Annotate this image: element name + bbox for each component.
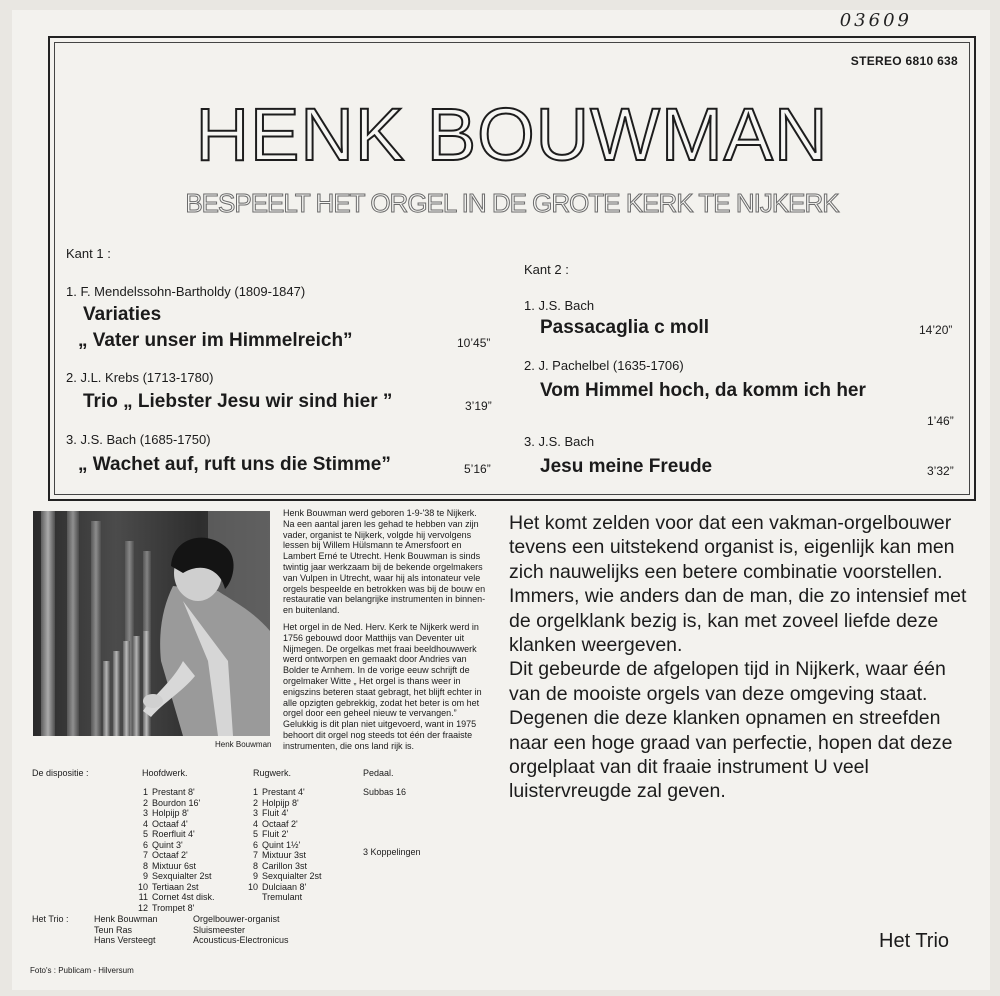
stop-row: 4 Octaaf 2' <box>252 818 298 829</box>
stop-row: 2 Holpijp 8' <box>252 797 299 808</box>
trio-member-role: Sluismeester <box>193 924 246 935</box>
stop-row: 2 Bourdon 16' <box>142 797 201 808</box>
trio-member-role: Orgelbouwer-organist <box>193 914 280 924</box>
side1-track3-composer: 3. J.S. Bach (1685-1750) <box>66 432 211 447</box>
photo-caption: Henk Bouwman <box>215 740 272 749</box>
liner-signature: Het Trio <box>879 930 950 952</box>
side1-track2-composer: 2. J.L. Krebs (1713-1780) <box>66 370 214 385</box>
organist-photo-illustration <box>33 511 270 736</box>
photo-credits: Foto's : Publicam - Hilversum <box>30 966 134 975</box>
rugwerk-stop-list <box>248 787 322 903</box>
tracklist-frame <box>48 36 976 501</box>
stop-row: 1 Prestant 4' <box>252 787 305 797</box>
stop-row: 10 Tertiaan 2st <box>138 881 199 892</box>
stop-row: 8 Mixtuur 6st <box>142 860 197 871</box>
side2-track1-title: Passacaglia c moll <box>540 317 709 338</box>
trio-member-name: Hans Versteegt <box>94 935 156 945</box>
side2-track3-title: Jesu meine Freude <box>540 456 713 477</box>
stop-row: 6 Quint 3' <box>142 839 183 850</box>
side2-track3-composer: 3. J.S. Bach <box>524 434 595 449</box>
side2-label: Kant 2 : <box>524 262 569 277</box>
stereo-catalog-label: STEREO 6810 638 <box>850 54 958 68</box>
side1-track3-duration: 5’16” <box>464 462 491 476</box>
liner-paragraph-1: Het komt zelden voor dat een vakman-orgelbouwer tevens een uitstekend organist is, eigenlijk kan men zich nauwelijks een betere combinatie voorstellen. Immers, wie anders dan de man, die zo intensief met de orgelklank bezig is, kan met zoveel liefde deze klanken weergeven. <box>509 512 967 657</box>
side1-track2-duration: 3’19” <box>465 399 492 413</box>
side1-track3-title: „ Wachet auf, ruft uns die Stimme” <box>78 454 391 475</box>
stop-row: 4 Octaaf 4' <box>142 818 188 829</box>
stop-row: 3 Fluit 4' <box>252 808 289 818</box>
side2-track1-composer: 1. J.S. Bach <box>524 298 595 313</box>
album-subtitle: BESPEELT HET ORGEL IN DE GROTE KERK TE NIJKERK <box>185 188 839 218</box>
trio-label: Het Trio : <box>32 914 69 924</box>
stop-row: 6 Quint 1½' <box>252 839 301 850</box>
disposition-label: De dispositie : <box>32 768 89 778</box>
stop-row: 8 Carillon 3st <box>252 860 308 871</box>
stop-row: 1 Prestant 8' <box>142 787 195 797</box>
stop-row: 3 Holpijp 8' <box>142 808 189 818</box>
stop-row: 11 Cornet 4st disk. <box>138 892 215 902</box>
stop-row: 7 Mixtuur 3st <box>252 850 307 860</box>
liner-notes <box>509 511 979 804</box>
side1-track1-title-line1: Variaties <box>83 304 162 325</box>
side1-track1-composer: 1. F. Mendelssohn-Bartholdy (1809-1847) <box>66 284 306 299</box>
side1-label: Kant 1 : <box>66 246 111 261</box>
stop-row: 7 Octaaf 2' <box>142 850 188 860</box>
organist-photo <box>33 511 270 736</box>
biography <box>283 508 490 758</box>
hoofdwerk-stop-list <box>138 787 215 913</box>
liner-paragraph-3: Degenen die deze klanken opnamen en streefden naar een hoge graad van perfectie, hopen dat deze orgelplaat van dit fraaie instrument U veel luistervreugde zal geven. <box>509 707 953 803</box>
trio-member-name: Henk Bouwman <box>94 914 158 924</box>
side2-track3-duration: 3’32” <box>927 464 954 478</box>
trio-member-name: Teun Ras <box>94 924 133 935</box>
koppelingen: 3 Koppelingen <box>363 847 421 857</box>
stop-row: 5 Roerfluit 4' <box>142 829 195 839</box>
bio-paragraph-2: Het orgel in de Ned. Herv. Kerk te Nijkerk werd in 1756 gebouwd door Matthijs van Deventer uit Nijmegen. De orgelkas met fraai beeldhouwwerk werd ontworpen en gemaakt door Andries van Bolder te Arnhem. In de vorige eeuw schrijft de orgelmaker Witte „ Het orgel is thans weer in enigszins beteren staat gebragt, het blijft echter in alle opzigten gebrekkig, zodat het beter is om het orgel door een geheel nieuw te vervangen.” Gelukkig is dit plan niet uitgevoerd, want in 1975 behoort dit orgel nog steeds tot één der fraaiste instrumenten, die ons land rijk is. <box>283 621 482 751</box>
album-title: HENK BOUWMAN <box>195 93 829 176</box>
side1-track1-duration: 10’45” <box>457 336 491 350</box>
side2-track2-duration: 1’46” <box>927 414 954 428</box>
side2-track1-duration: 14’20” <box>919 323 953 337</box>
stop-row: 12 Trompet 8' <box>138 902 195 913</box>
bio-paragraph-1: Henk Bouwman werd geboren 1-9-'38 te Nijkerk. Na een aantal jaren les gehad te hebben van zijn vader, organist te Nijkerk, volgde hij vervolgens lessen bij Willem Hülsmann te Amersfoort en Lambert Erné te Utrecht. Henk Bouwman is sinds twintig jaar werkzaam bij de bekende orgelmakers van Vulpen in Utrecht, waar hij als intonateur vele orgels bespeelde en betrokken was bij de bouw en restauratie van belangrijke instrumenten in binnen- en buitenland. <box>283 508 486 616</box>
side2-track2-composer: 2. J. Pachelbel (1635-1706) <box>524 358 684 373</box>
stop-row: Tremulant <box>262 892 303 902</box>
trio-roles <box>193 914 289 946</box>
rugwerk-title: Rugwerk. <box>253 768 292 778</box>
side1-track2-title: Trio „ Liebster Jesu wir sind hier ” <box>83 391 393 412</box>
pedaal-stop: Subbas 16 <box>363 787 407 797</box>
trio-names <box>94 914 158 946</box>
trio-member-role: Acousticus-Electronicus <box>193 935 289 945</box>
pedaal-title: Pedaal. <box>363 768 394 778</box>
liner-paragraph-2: Dit gebeurde de afgelopen tijd in Nijkerk, waar één van de mooiste orgels van deze omgeving staat. <box>509 658 946 705</box>
handwritten-catalog-number: 03609 <box>839 10 912 31</box>
stop-row: 9 Sexquialter 2st <box>142 871 212 881</box>
side2-track2-title: Vom Himmel hoch, da komm ich her <box>540 380 866 401</box>
stop-row: 9 Sexquialter 2st <box>252 871 322 881</box>
stop-row: 10 Dulciaan 8' <box>248 881 307 892</box>
stop-row: 5 Fluit 2' <box>252 829 289 839</box>
hoofdwerk-title: Hoofdwerk. <box>142 768 188 778</box>
side1-track1-title-line2: „ Vater unser im Himmelreich” <box>78 330 353 351</box>
